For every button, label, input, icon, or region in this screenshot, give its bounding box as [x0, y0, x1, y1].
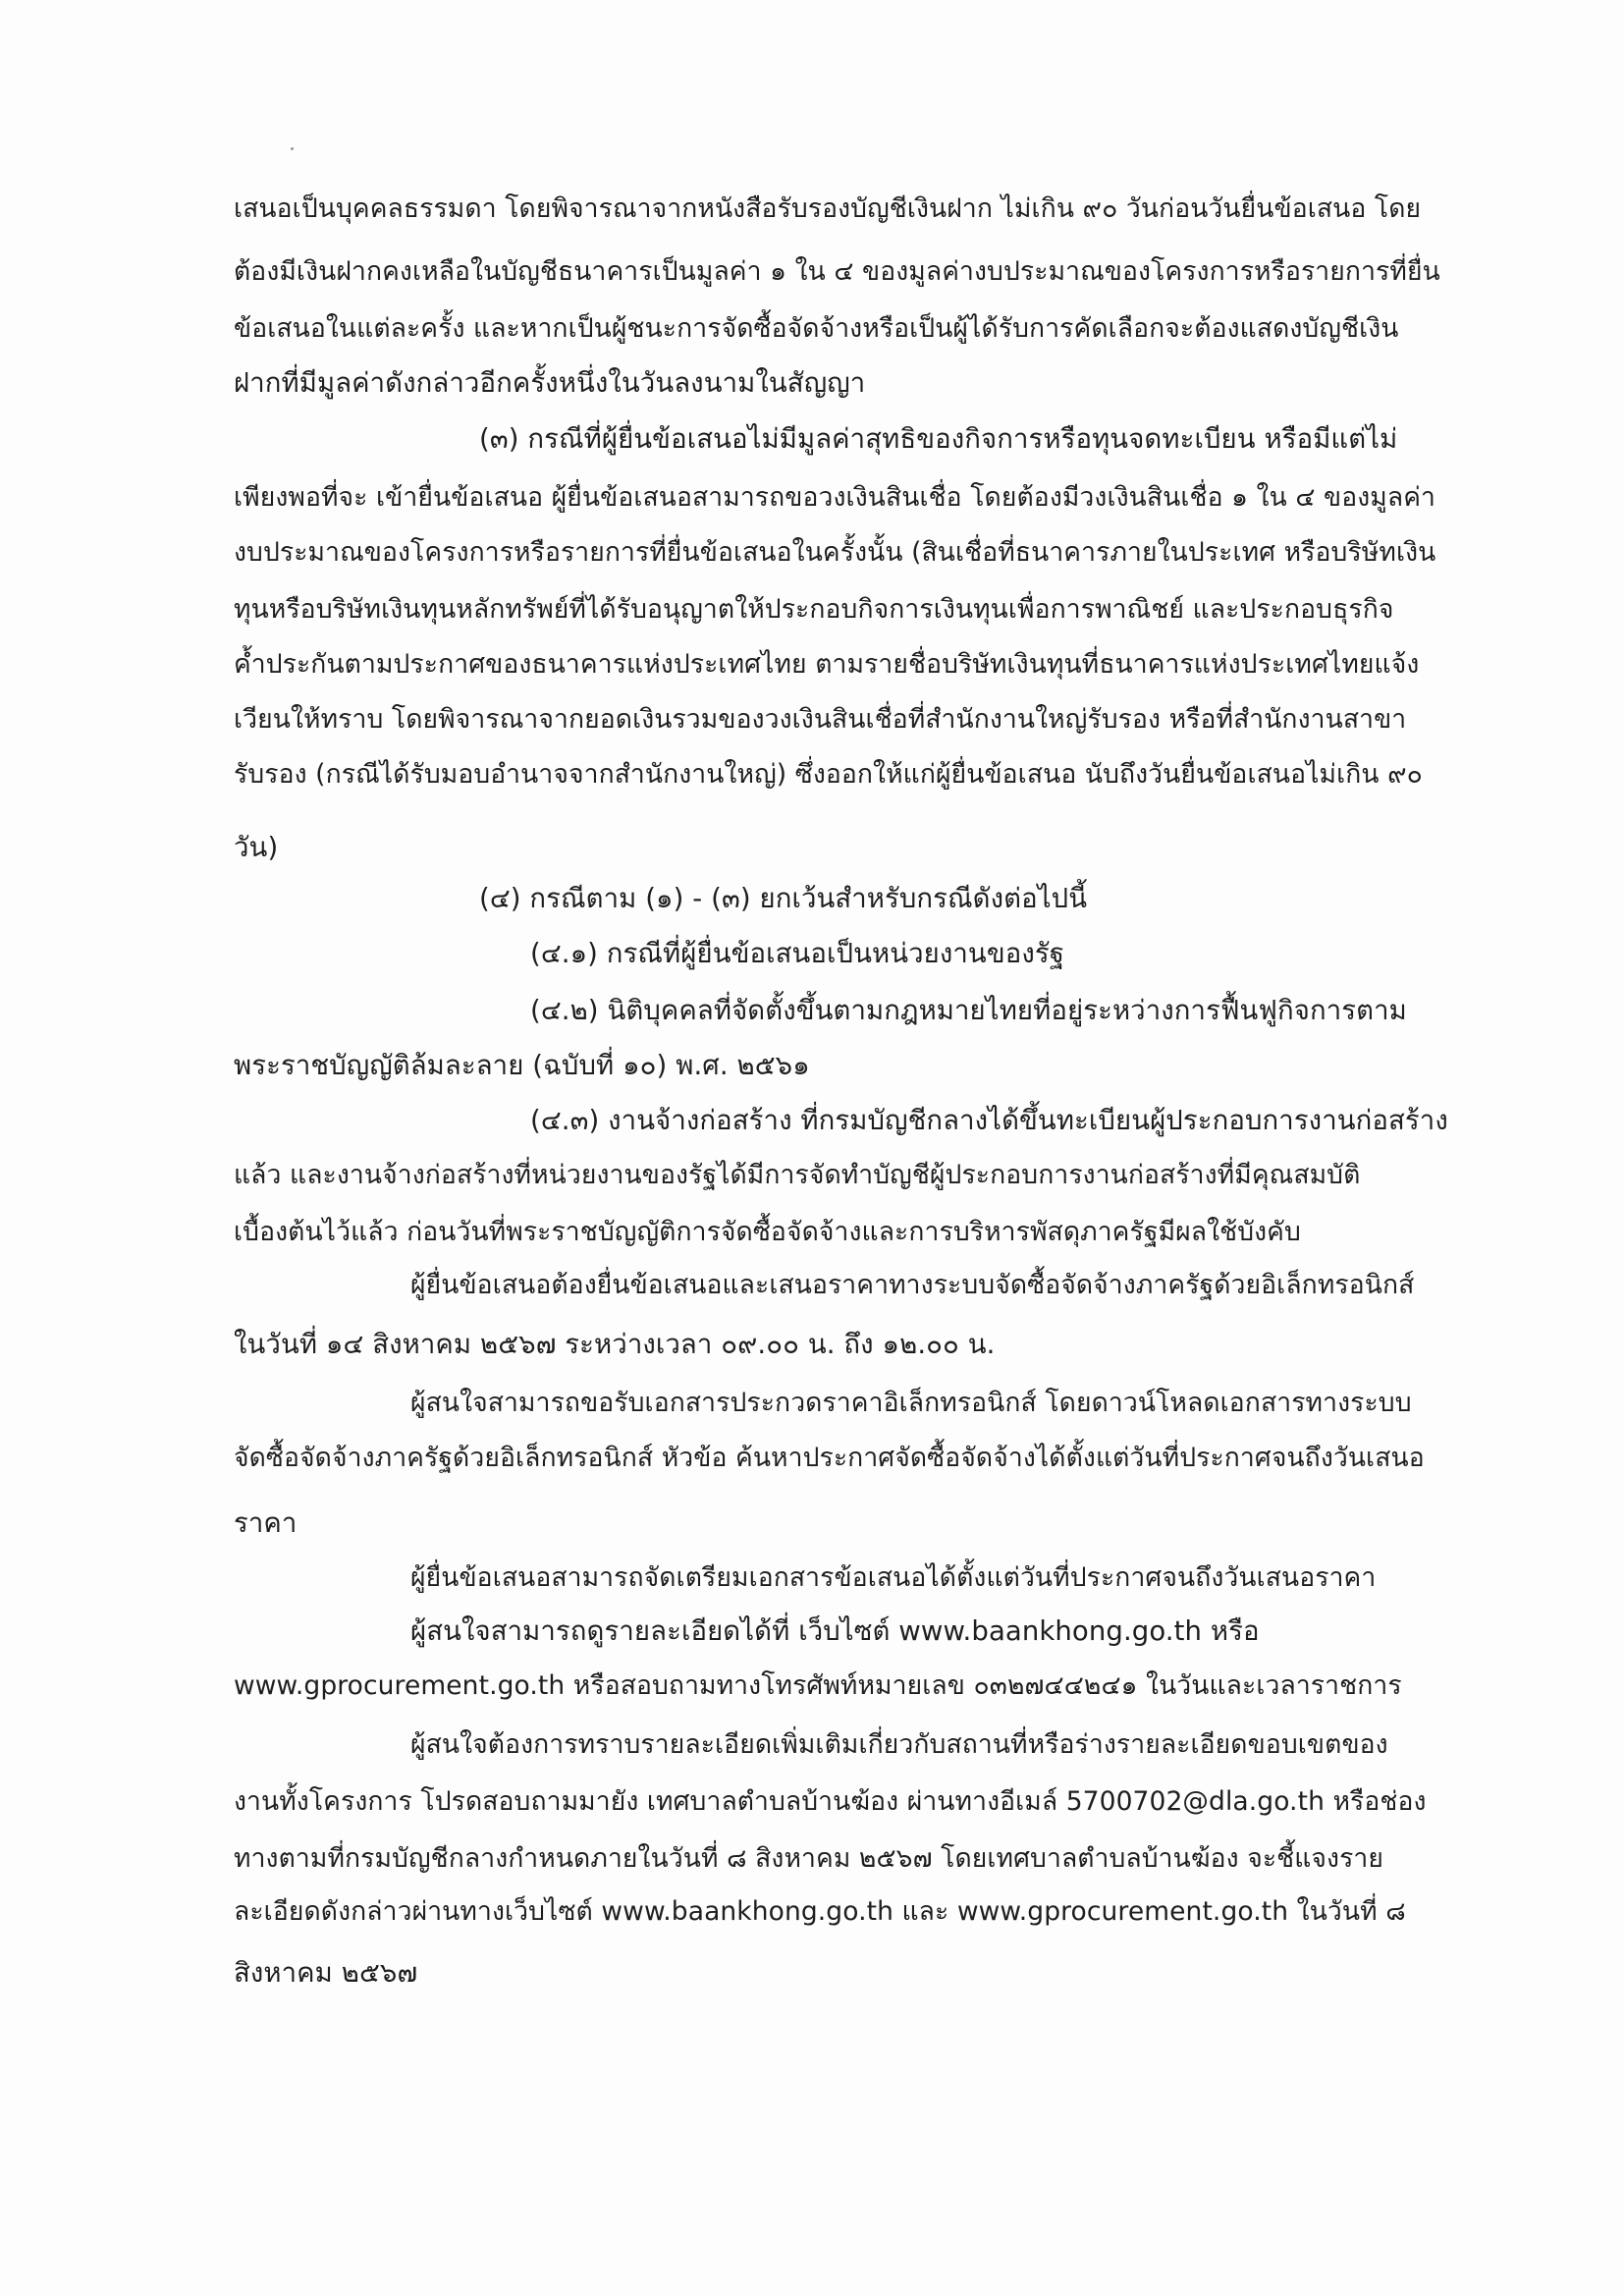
text-line: แล้ว และงานจ้างก่อสร้างที่หน่วยงานของรัฐได้มีการจัดทำบัญชีผู้ประกอบการงานก่อสร้างที่มีคุณสมบัติ: [234, 1160, 1361, 1190]
text-line: (๓) กรณีที่ผู้ยื่นข้อเสนอไม่มีมูลค่าสุทธิของกิจการหรือทุนจดทะเบียน หรือมีแต่ไม่: [479, 423, 1398, 455]
text-line: ทางตามที่กรมบัญชีกลางกำหนดภายในวันที่ ๘ สิงหาคม ๒๕๖๗ โดยเทศบาลตำบลบ้านฆ้อง จะชี้แจงราย: [234, 1843, 1384, 1874]
text-line: ผู้ยื่นข้อเสนอสามารถจัดเตรียมเอกสารข้อเสนอได้ตั้งแต่วันที่ประกาศจนถึงวันเสนอราคา: [410, 1562, 1377, 1593]
text-line: เบื้องต้นไว้แล้ว ก่อนวันที่พระราชบัญญัติการจัดซื้อจัดจ้างและการบริหารพัสดุภาครัฐมีผลใช้บังคับ: [234, 1217, 1301, 1247]
text-line: เพียงพอที่จะ เข้ายื่นข้อเสนอ ผู้ยื่นข้อเสนอสามารถขอวงเงินสินเชื่อ โดยต้องมีวงเงินสินเชื่อ ๑ ใน ๔ ของมูลค่า: [234, 482, 1436, 513]
text-line: ผู้สนใจสามารถขอรับเอกสารประกวดราคาอิเล็กทรอนิกส์ โดยดาวน์โหลดเอกสารทางระบบ: [410, 1388, 1412, 1418]
text-line: เสนอเป็นบุคคลธรรมดา โดยพิจารณาจากหนังสือรับรองบัญชีเงินฝาก ไม่เกิน ๙๐ วันก่อนวันยื่นข้อเสนอ โดย: [234, 193, 1422, 224]
text-line: ละเอียดดังกล่าวผ่านทางเว็บไซต์ www.baankhong.go.th และ www.gprocurement.go.th ในวันที่ ๘: [234, 1896, 1406, 1927]
text-line: ราคา: [234, 1507, 298, 1539]
text-line: ค้ำประกันตามประกาศของธนาคารแห่งประเทศไทย ตามรายชื่อบริษัทเงินทุนที่ธนาคารแห่งประเทศไทยแจ้ง: [234, 649, 1420, 680]
text-line: งบประมาณของโครงการหรือรายการที่ยื่นข้อเสนอในครั้งนั้น (สินเชื่อที่ธนาคารภายในประเทศ หรือบริษัทเงิน: [234, 537, 1436, 568]
text-line: วัน): [234, 832, 279, 863]
text-line: พระราชบัญญัติล้มละลาย (ฉบับที่ ๑๐) พ.ศ. ๒๕๖๑: [234, 1050, 810, 1081]
text-line: จัดซื้อจัดจ้างภาครัฐด้วยอิเล็กทรอนิกส์ หัวข้อ ค้นหาประกาศจัดซื้อจัดจ้างได้ตั้งแต่วันที่ประกาศจนถึงวันเสนอ: [234, 1443, 1425, 1473]
text-line: (๔) กรณีตาม (๑) - (๓) ยกเว้นสำหรับกรณีดังต่อไปนี้: [479, 883, 1088, 914]
text-line: (๔.๑) กรณีที่ผู้ยื่นข้อเสนอเป็นหน่วยงานของรัฐ: [530, 938, 1065, 969]
text-line: ต้องมีเงินฝากคงเหลือในบัญชีธนาคารเป็นมูลค่า ๑ ใน ๔ ของมูลค่างบประมาณของโครงการหรือรายการที่ยื่น: [234, 256, 1440, 287]
text-line: งานทั้งโครงการ โปรดสอบถามมายัง เทศบาลตำบลบ้านฆ้อง ผ่านทางอีเมล์ 5700702@dla.go.th หรือช่อง: [234, 1786, 1427, 1817]
text-line: เวียนให้ทราบ โดยพิจารณาจากยอดเงินรวมของวงเงินสินเชื่อที่สำนักงานใหญ่รับรอง หรือที่สำนักงานสาขา: [234, 704, 1407, 735]
text-line: (๔.๒) นิติบุคคลที่จัดตั้งขึ้นตามกฎหมายไทยที่อยู่ระหว่างการฟื้นฟูกิจการตาม: [530, 995, 1407, 1026]
text-line: www.gprocurement.go.th หรือสอบถามทางโทรศัพท์หมายเลข ๐๓๒๗๔๔๒๔๑ ในวันและเวลาราชการ: [234, 1670, 1402, 1701]
text-line: ผู้สนใจสามารถดูรายละเอียดได้ที่ เว็บไซต์ www.baankhong.go.th หรือ: [410, 1615, 1260, 1647]
text-line: ฝากที่มีมูลค่าดังกล่าวอีกครั้งหนึ่งในวันลงนามในสัญญา: [234, 367, 866, 399]
text-line: ผู้ยื่นข้อเสนอต้องยื่นข้อเสนอและเสนอราคาทางระบบจัดซื้อจัดจ้างภาครัฐด้วยอิเล็กทรอนิกส์: [410, 1270, 1415, 1300]
text-line: ในวันที่ ๑๔ สิงหาคม ๒๕๖๗ ระหว่างเวลา ๐๙.๐๐ น. ถึง ๑๒.๐๐ น.: [234, 1329, 996, 1360]
text-line: ผู้สนใจต้องการทราบรายละเอียดเพิ่มเติมเกี่ยวกับสถานที่หรือร่างรายละเอียดขอบเขตของ: [410, 1729, 1388, 1760]
text-line: ทุนหรือบริษัทเงินทุนหลักทรัพย์ที่ได้รับอนุญาตให้ประกอบกิจการเงินทุนเพื่อการพาณิชย์ และประกอบธุรกิจ: [234, 594, 1394, 625]
text-line: สิงหาคม ๒๕๖๗: [234, 1957, 418, 1989]
text-line: (๔.๓) งานจ้างก่อสร้าง ที่กรมบัญชีกลางได้ขึ้นทะเบียนผู้ประกอบการงานก่อสร้าง: [530, 1105, 1448, 1136]
text-line: ข้อเสนอในแต่ละครั้ง และหากเป็นผู้ชนะการจัดซื้อจัดจ้างหรือเป็นผู้ได้รับการคัดเลือกจะต้องแสดงบัญชีเงิน: [234, 313, 1399, 344]
text-line: รับรอง (กรณีได้รับมอบอำนาจจากสำนักงานใหญ่) ซึ่งออกให้แก่ผู้ยื่นข้อเสนอ นับถึงวันยื่นข้อเสนอไม่เกิน ๙๐: [234, 759, 1423, 790]
